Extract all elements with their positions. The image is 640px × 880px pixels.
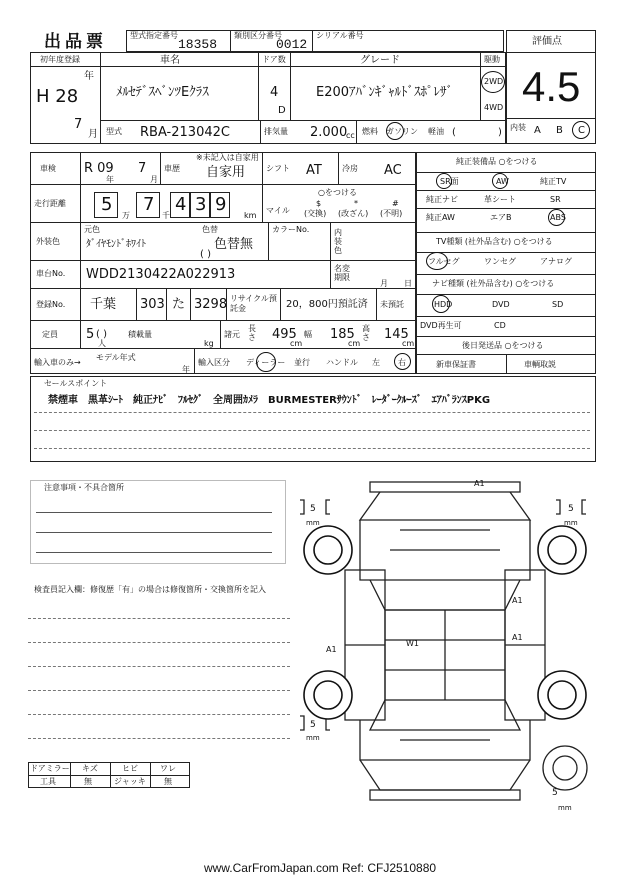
- tire-depth-rl: 5: [310, 720, 316, 730]
- use: 自家用: [206, 165, 246, 180]
- tire-depth-spare: 5: [552, 788, 558, 798]
- mileage-d1: 5: [101, 194, 113, 215]
- first-reg-month: 7: [74, 117, 83, 132]
- shaken-era: R 09: [84, 161, 114, 176]
- svg-text:mm: mm: [306, 734, 320, 742]
- type: RBA-213042C: [140, 125, 230, 140]
- fullseg-circle: [426, 252, 448, 270]
- height: 145: [384, 327, 409, 342]
- mark-left-rear: A1: [326, 645, 337, 654]
- svg-text:mm: mm: [558, 804, 572, 812]
- doors: 4: [270, 85, 279, 100]
- mileage-d5: 9: [215, 194, 227, 215]
- reg-num: 3298: [194, 297, 228, 312]
- footer-ref: www.CarFromJapan.com Ref: CFJ2510880: [203, 861, 437, 875]
- shaken-month: 7: [138, 161, 147, 176]
- model-code: 18358: [178, 37, 218, 52]
- mark-roof: W1: [406, 639, 419, 648]
- fuel-circle: [386, 122, 404, 140]
- mark-right-rear-door: A1: [512, 633, 523, 642]
- handle-right-circle: [394, 353, 411, 370]
- dealer-circle: [256, 352, 276, 372]
- reg-kana: た: [172, 297, 186, 312]
- reg-area: 千葉: [90, 297, 117, 312]
- first-reg-era: H 28: [36, 86, 79, 107]
- shift: AT: [306, 163, 322, 178]
- color-change: 色替無: [214, 237, 254, 252]
- mileage-d4: 3: [195, 194, 207, 215]
- tire-depth-fl: 5: [310, 504, 316, 514]
- vin: WDD2130422A022913: [86, 267, 236, 282]
- abs-circle: [548, 209, 565, 226]
- car-name: ﾒﾙｾﾃﾞｽﾍﾞﾝﾂEｸﾗｽ: [116, 85, 209, 100]
- tire-depth-fr: 5: [568, 504, 574, 514]
- score: 4.5: [522, 63, 581, 110]
- reg-class: 303: [140, 297, 165, 312]
- aw-circle: [492, 173, 508, 189]
- ac: AC: [384, 163, 402, 178]
- sheet-title: 出品票: [44, 32, 107, 52]
- class-code: 0012: [276, 37, 308, 52]
- sales-block: [30, 376, 596, 462]
- recycle: 20，800円預託済: [286, 299, 368, 310]
- drive-2wd-circle: [481, 71, 505, 93]
- capacity: 5: [86, 327, 95, 342]
- orig-color: ﾀﾞｲﾔﾓﾝﾄﾞﾎﾜｲﾄ: [86, 239, 146, 250]
- car-damage-diagram: [290, 470, 600, 815]
- svg-text:mm: mm: [306, 519, 320, 527]
- width: 185: [330, 327, 355, 342]
- hdd-circle: [432, 295, 450, 313]
- mileage-d2: 7: [143, 194, 155, 215]
- grade: E200ｱﾊﾞﾝｷﾞｬﾙﾄﾞｽﾎﾟﾚｻﾞ: [316, 85, 454, 100]
- svg-text:mm: mm: [564, 519, 578, 527]
- mileage-d3: 4: [175, 194, 187, 215]
- mark-front-bumper: A1: [474, 479, 485, 488]
- interior-c-circle: [572, 121, 590, 139]
- length: 495: [272, 327, 297, 342]
- mark-right-front-door: A1: [512, 596, 523, 605]
- displacement: 2.000: [310, 125, 348, 140]
- sunroof-circle: [436, 173, 452, 189]
- sales-points: 禁煙車 黒革ｼｰﾄ 純正ﾅﾋﾞ ﾌﾙｾｸﾞ 全周囲ｶﾒﾗ BURMESTERｻｳﾝﾄﾞ ﾚｰﾀﾞｰｸﾙｰｽﾞ ｴｱﾊﾞﾗﾝｽPKG: [48, 395, 491, 406]
